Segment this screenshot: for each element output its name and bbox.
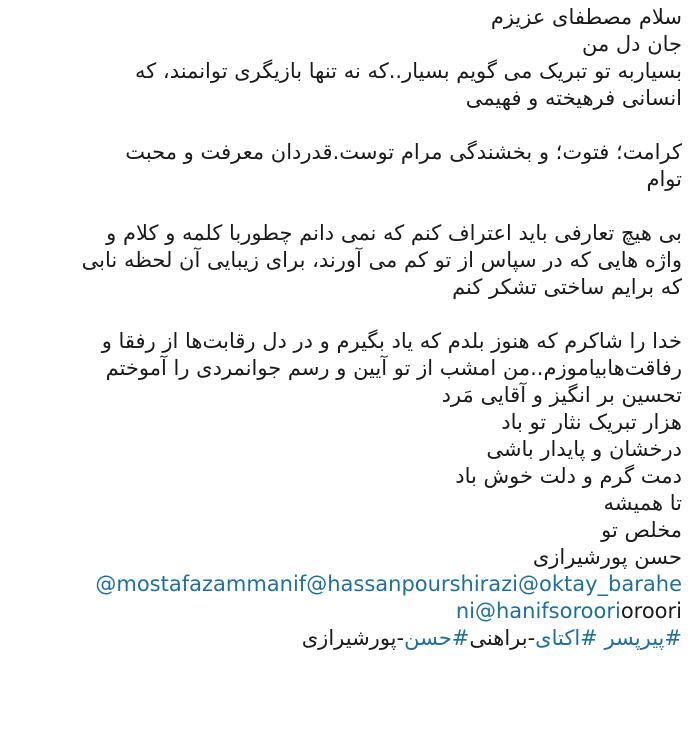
- mention-link[interactable]: @oktay_barahe: [518, 572, 682, 596]
- mention-tail-text: oroori: [620, 599, 682, 623]
- caption-blank-line: [14, 112, 682, 139]
- caption-line: انسانی فرهیخته و فهیمی: [465, 86, 682, 110]
- caption-line: واژه هایی که در سپاس از تو کم می آورند، برای زیبایی آن لحظه نابی: [81, 248, 682, 272]
- caption-line: مخلص تو: [601, 518, 682, 542]
- caption-line: تا همیشه: [603, 491, 682, 515]
- hashtag-separator-text: -پورشیرازی: [301, 626, 405, 650]
- caption-line: درخشان و پایدار باشی: [486, 437, 682, 461]
- caption-blank-line: [14, 193, 682, 220]
- caption-line: هزار تبریک نثار تو باد: [501, 410, 682, 434]
- hashtag-link[interactable]: #حسن: [404, 626, 470, 650]
- hashtag-link[interactable]: #اکتای: [535, 626, 598, 650]
- caption-signature: حسن پورشیرازی: [532, 545, 682, 569]
- caption-blank-line: [14, 301, 682, 328]
- hashtag-link[interactable]: #پیرپسر: [604, 626, 682, 650]
- caption-line: که برایم ساختی تشکر کنم: [452, 275, 682, 299]
- caption-line: جان دل من: [582, 32, 682, 56]
- mention-link[interactable]: @hassanpourshirazi: [306, 572, 519, 596]
- hashtags-row: [14, 625, 682, 652]
- caption-line: سلام مصطفای عزیزم: [490, 5, 682, 29]
- caption-line: رفاقت‌هابیاموزم..من امشب از تو آیین و رسم جوانمردی را آموختم: [105, 356, 682, 380]
- mentions-row: [14, 571, 682, 598]
- caption-line: کرامت؛ فتوت؛ و بخشندگی مرام توست.قدردان معرفت و محبت: [125, 140, 682, 164]
- mentions-row: [14, 598, 682, 625]
- mention-link[interactable]: @mostafazammanif: [95, 572, 307, 596]
- caption-line: خدا را شاکرم که هنوز بلدم که یاد بگیرم و در دل رقابت‌ها از رفقا و: [101, 329, 682, 353]
- caption-line: تحسین بر انگیز و آقایی مَرد: [441, 383, 682, 407]
- caption-line: بی هیچ تعارفی باید اعتراف کنم که نمی دانم چطوربا کلمه و کلام و: [106, 221, 682, 245]
- post-caption: [14, 4, 682, 652]
- caption-line: دمت گرم و دلت خوش باد: [455, 464, 682, 488]
- mention-link[interactable]: @hanifsoroori: [474, 599, 621, 623]
- caption-line: بسیاربه تو تبریک می گویم بسیار..که نه تنها بازیگری توانمند، که: [134, 59, 682, 83]
- mention-link[interactable]: ni: [455, 599, 475, 623]
- caption-line: توام: [646, 167, 682, 191]
- hashtag-separator-text: -براهنی: [469, 626, 536, 650]
